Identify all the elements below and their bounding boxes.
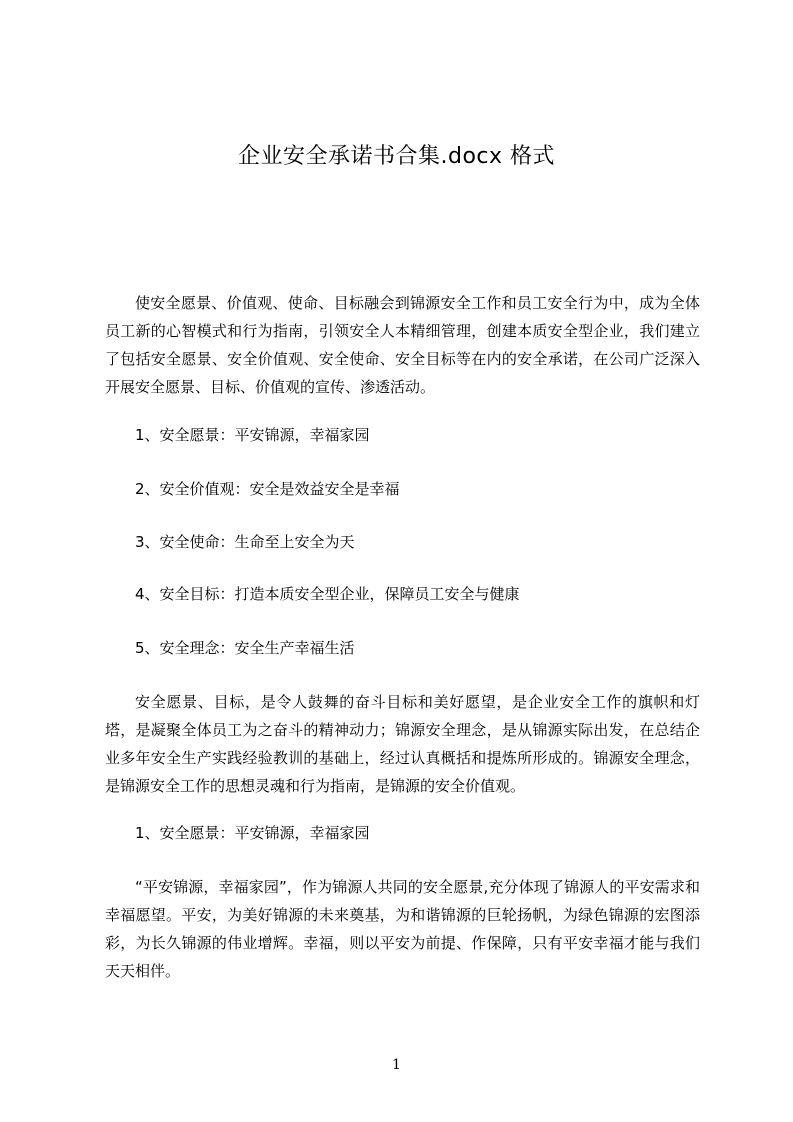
- list-item-text: 4、安全目标：打造本质安全型企业，保障员工安全与健康: [135, 585, 520, 603]
- list-item-text: 1、安全愿景：平安锦源，幸福家园: [135, 824, 370, 842]
- page-number: 1: [392, 1057, 401, 1073]
- list-item-text: 5、安全理念：安全生产幸福生活: [135, 639, 355, 657]
- list-item-text: 2、安全价值观：安全是效益安全是幸福: [135, 480, 400, 498]
- list-item-concept: [105, 634, 700, 662]
- list-item-vision-repeat: [105, 819, 700, 847]
- paragraph-vision-detail: [105, 873, 700, 985]
- list-item-text: 3、安全使命：生命至上安全为天: [135, 533, 355, 551]
- list-item-text: 1、安全愿景：平安锦源，幸福家园: [135, 426, 370, 444]
- list-item-mission: [105, 528, 700, 556]
- paragraph-text: 使安全愿景、价值观、使命、目标融会到锦源安全工作和员工安全行为中，成为全体员工新的心智模式和行为指南，引领安全人本精细管理，创建本质安全型企业，我们建立了包括安全愿景、安全价值观、安全使命、安全目标等在内的安全承诺，在公司广泛深入开展安全愿景、目标、价值观的宣传、渗透活动。: [105, 294, 700, 396]
- list-item-vision: [105, 421, 700, 449]
- paragraph-text: 安全愿景、目标，是令人鼓舞的奋斗目标和美好愿望，是企业安全工作的旗帜和灯塔，是凝聚全体员工为之奋斗的精神动力；锦源安全理念，是从锦源实际出发，在总结企业多年安全生产实践经验教训的基础上，经过认真概括和提炼所形成的。锦源安全理念，是锦源安全工作的思想灵魂和行为指南，是锦源的安全价值观。: [105, 693, 700, 795]
- paragraph-explanation: [105, 688, 700, 800]
- list-item-goal: [105, 580, 700, 608]
- list-item-values: [105, 475, 700, 503]
- paragraph-text: “平安锦源，幸福家园”，作为锦源人共同的安全愿景,充分体现了锦源人的平安需求和幸福愿望。平安，为美好锦源的未来奠基，为和谐锦源的巨轮扬帆，为绿色锦源的宏图添彩，为长久锦源的伟业增辉。幸福，则以平安为前提、作保障，只有平安幸福才能与我们天天相伴。: [105, 878, 700, 980]
- paragraph-intro: [105, 289, 700, 401]
- document-title: 企业安全承诺书合集.docx 格式: [237, 144, 556, 169]
